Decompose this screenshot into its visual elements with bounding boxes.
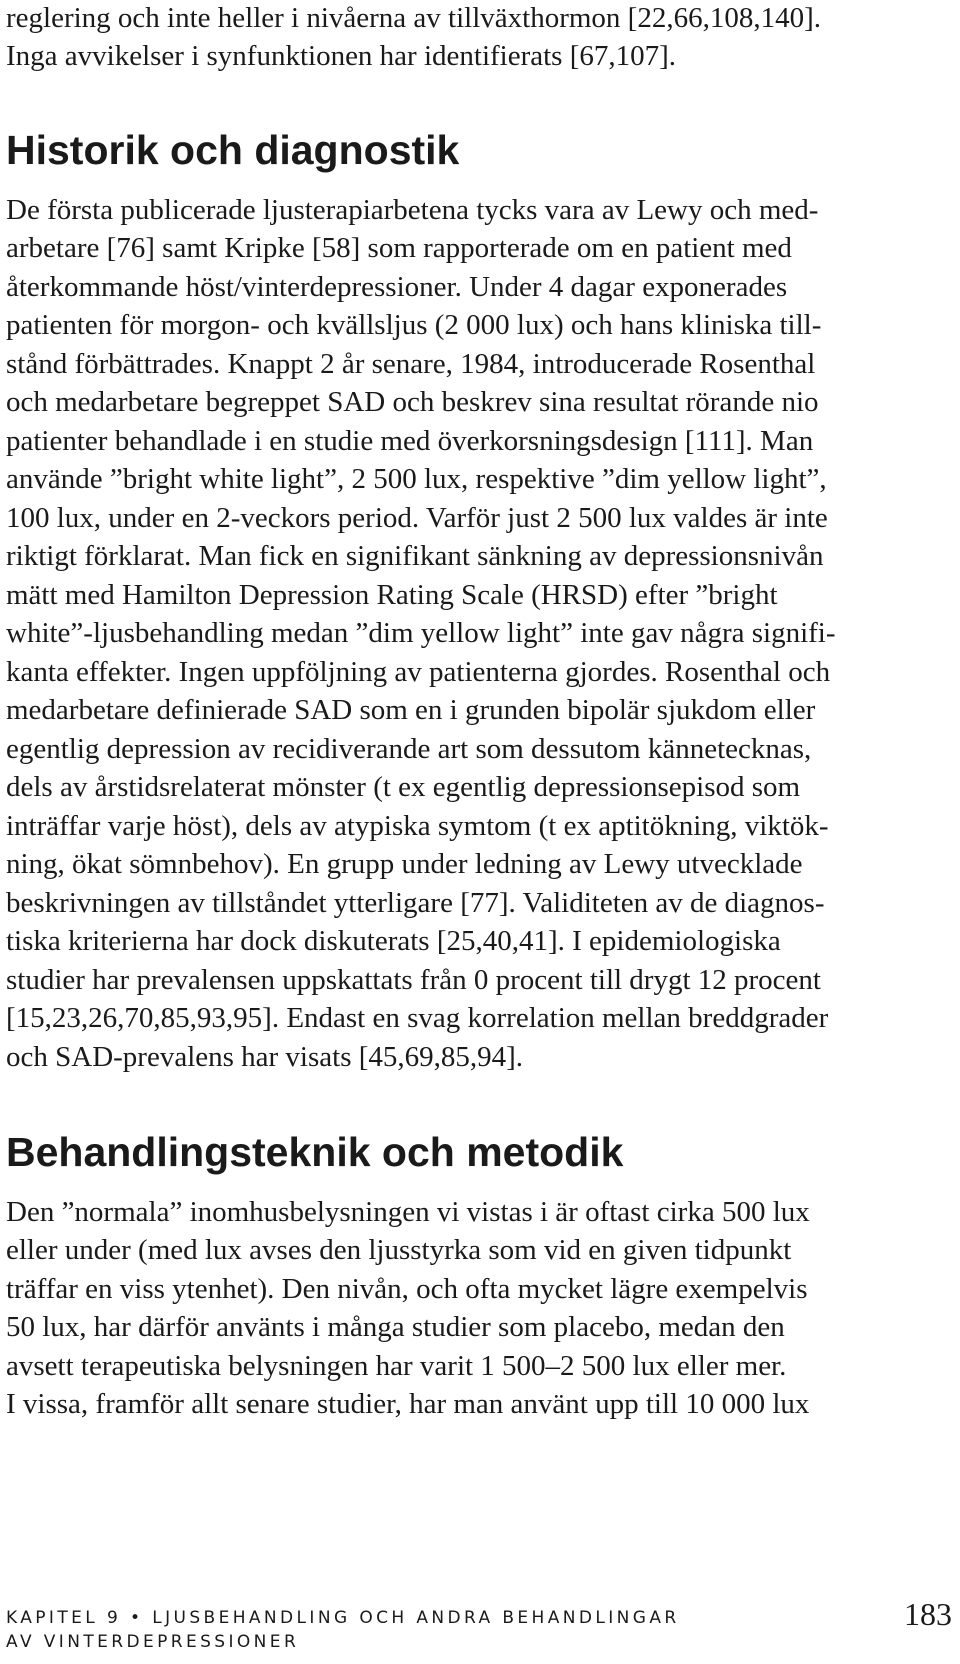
body-line: mätt med Hamilton Depression Rating Scale (HRSD) efter ”bright: [6, 579, 778, 611]
body-line: egentlig depression av recidiverande art som dessutom kännetecknas,: [6, 733, 812, 765]
body-line: reglering och inte heller i nivåerna av tillväxthormon [22,66,108,140].: [6, 2, 821, 34]
body-line: ning, ökat sömnbehov). En grupp under ledning av Lewy utvecklade: [6, 848, 803, 880]
body-line: I vissa, framför allt senare studier, har man använt upp till 10 000 lux: [6, 1388, 810, 1420]
body-line: inträffar varje höst), dels av atypiska symtom (t ex aptitökning, viktök-: [6, 810, 829, 842]
body-line: Inga avvikelser i synfunktionen har identifierats [67,107].: [6, 40, 677, 72]
body-line: beskrivningen av tillståndet ytterligare [77]. Validiteten av de diagnos-: [6, 887, 825, 919]
section-heading-behandlingsteknik: Behandlingsteknik och metodik: [6, 1129, 624, 1175]
page-number: 183: [904, 1596, 952, 1632]
body-line: avsett terapeutiska belysningen har varit 1 500–2 500 lux eller mer.: [6, 1350, 787, 1382]
body-line: och medarbetare begreppet SAD och beskrev sina resultat rörande nio: [6, 386, 819, 418]
body-line: eller under (med lux avses den ljusstyrka som vid en given tidpunkt: [6, 1234, 792, 1266]
body-line: arbetare [76] samt Kripke [58] som rapporterade om en patient med: [6, 232, 792, 264]
body-line: Den ”normala” inomhusbelysningen vi vistas i är oftast cirka 500 lux: [6, 1196, 810, 1228]
body-line: [15,23,26,70,85,93,95]. Endast en svag korrelation mellan breddgrader: [6, 1002, 829, 1034]
footer-chapter-title-continued: AV VINTERDEPRESSIONER: [6, 1632, 300, 1652]
body-line: medarbetare definierade SAD som en i grunden bipolär sjukdom eller: [6, 694, 816, 726]
body-line: white”-ljusbehandling medan ”dim yellow light” inte gav några signifi-: [6, 617, 836, 649]
body-line: 100 lux, under en 2-veckors period. Varför just 2 500 lux valdes är inte: [6, 502, 828, 534]
body-line: och SAD-prevalens har visats [45,69,85,94].: [6, 1041, 524, 1073]
body-line: 50 lux, har därför använts i många studier som placebo, medan den: [6, 1311, 785, 1343]
body-line: kanta effekter. Ingen uppföljning av patienterna gjordes. Rosenthal och: [6, 656, 831, 688]
body-line: patienten för morgon- och kvällsljus (2 000 lux) och hans kliniska till-: [6, 309, 822, 341]
body-line: återkommande höst/vinterdepressioner. Under 4 dagar exponerades: [6, 271, 788, 303]
body-line: De första publicerade ljusterapiarbetena tycks vara av Lewy och med-: [6, 194, 819, 226]
body-line: tiska kriterierna har dock diskuterats [25,40,41]. I epidemiologiska: [6, 925, 781, 957]
body-line: patienter behandlade i en studie med överkorsningsdesign [111]. Man: [6, 425, 814, 457]
body-line: stånd förbättrades. Knappt 2 år senare, 1984, introducerade Rosenthal: [6, 348, 816, 380]
body-line: riktigt förklarat. Man fick en signifikant sänkning av depressionsnivån: [6, 540, 824, 572]
footer-chapter-title: KAPITEL 9 • LJUSBEHANDLING OCH ANDRA BEHANDLINGAR: [6, 1608, 680, 1628]
section-heading-historik: Historik och diagnostik: [6, 127, 460, 173]
body-line: studier har prevalensen uppskattats från 0 procent till drygt 12 procent: [6, 964, 821, 996]
body-line: använde ”bright white light”, 2 500 lux, respektive ”dim yellow light”,: [6, 463, 827, 495]
body-line: träffar en viss ytenhet). Den nivån, och ofta mycket lägre exempelvis: [6, 1273, 808, 1305]
body-line: dels av årstidsrelaterat mönster (t ex egentlig depressionsepisod som: [6, 771, 801, 803]
